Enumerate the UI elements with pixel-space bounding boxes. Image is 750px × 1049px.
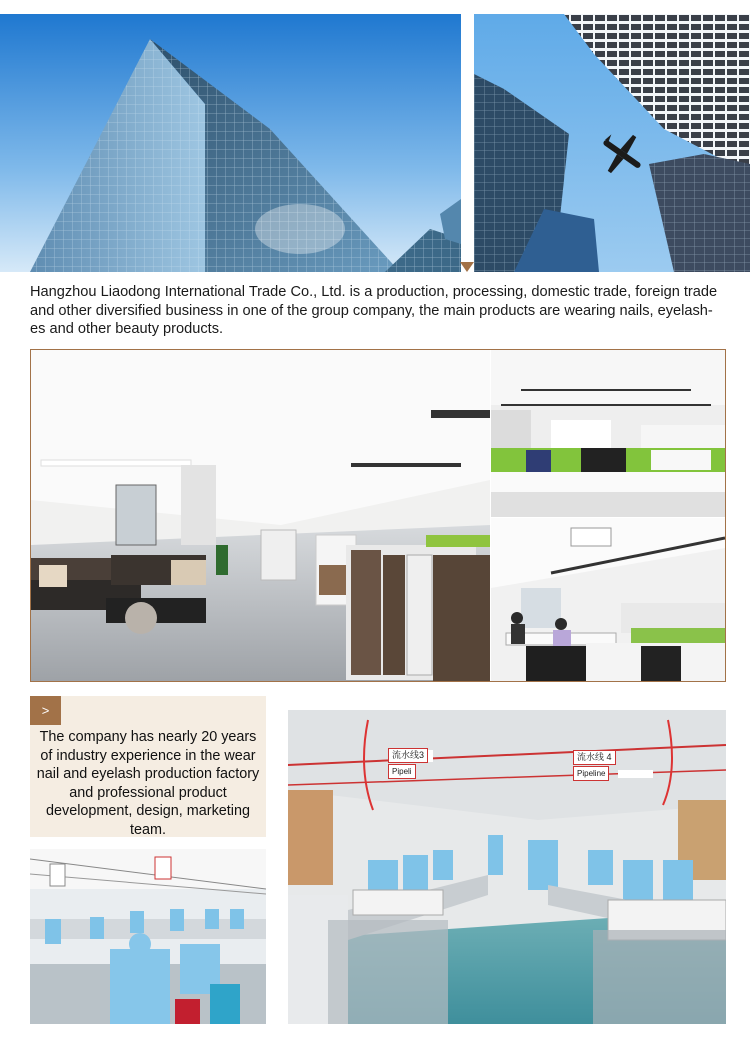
arrow-tab-icon: > bbox=[30, 696, 61, 725]
pipeline-4-sub-label: Pipeline bbox=[577, 769, 606, 778]
office-workstations-photo bbox=[491, 350, 725, 517]
pipeline-3-sign bbox=[388, 748, 428, 763]
factory-line-photo-large bbox=[288, 710, 726, 1024]
down-arrow-icon bbox=[460, 262, 474, 272]
pipeline-4-label: 流水线 4 bbox=[577, 752, 612, 762]
skyscraper-photo-right bbox=[474, 14, 750, 272]
factory-line-photo-small bbox=[30, 849, 266, 1024]
pipeline-4-sub-sign bbox=[573, 766, 609, 781]
office-staff-photo bbox=[491, 518, 725, 681]
pipeline-3-label: 流水线3 bbox=[392, 750, 425, 760]
pipeline-3-sub-sign bbox=[388, 764, 416, 779]
pipeline-3-sub-label: Pipeli bbox=[392, 767, 412, 776]
pipeline-4-sign bbox=[573, 750, 616, 765]
experience-text: The company has nearly 20 years of industry experience in the wear nail and eyelash production factory and professional product development, design, marketing team. bbox=[36, 729, 260, 838]
company-intro-text: Hangzhou Liaodong International Trade Co., Ltd. is a production, processing, domestic trade, foreign trade and other diversified business in one of the group company, the main products are wearing nails, eyelash-es and other beauty products. bbox=[30, 284, 718, 337]
office-lobby-photo bbox=[31, 350, 490, 681]
skyscraper-photo-left bbox=[0, 14, 461, 272]
